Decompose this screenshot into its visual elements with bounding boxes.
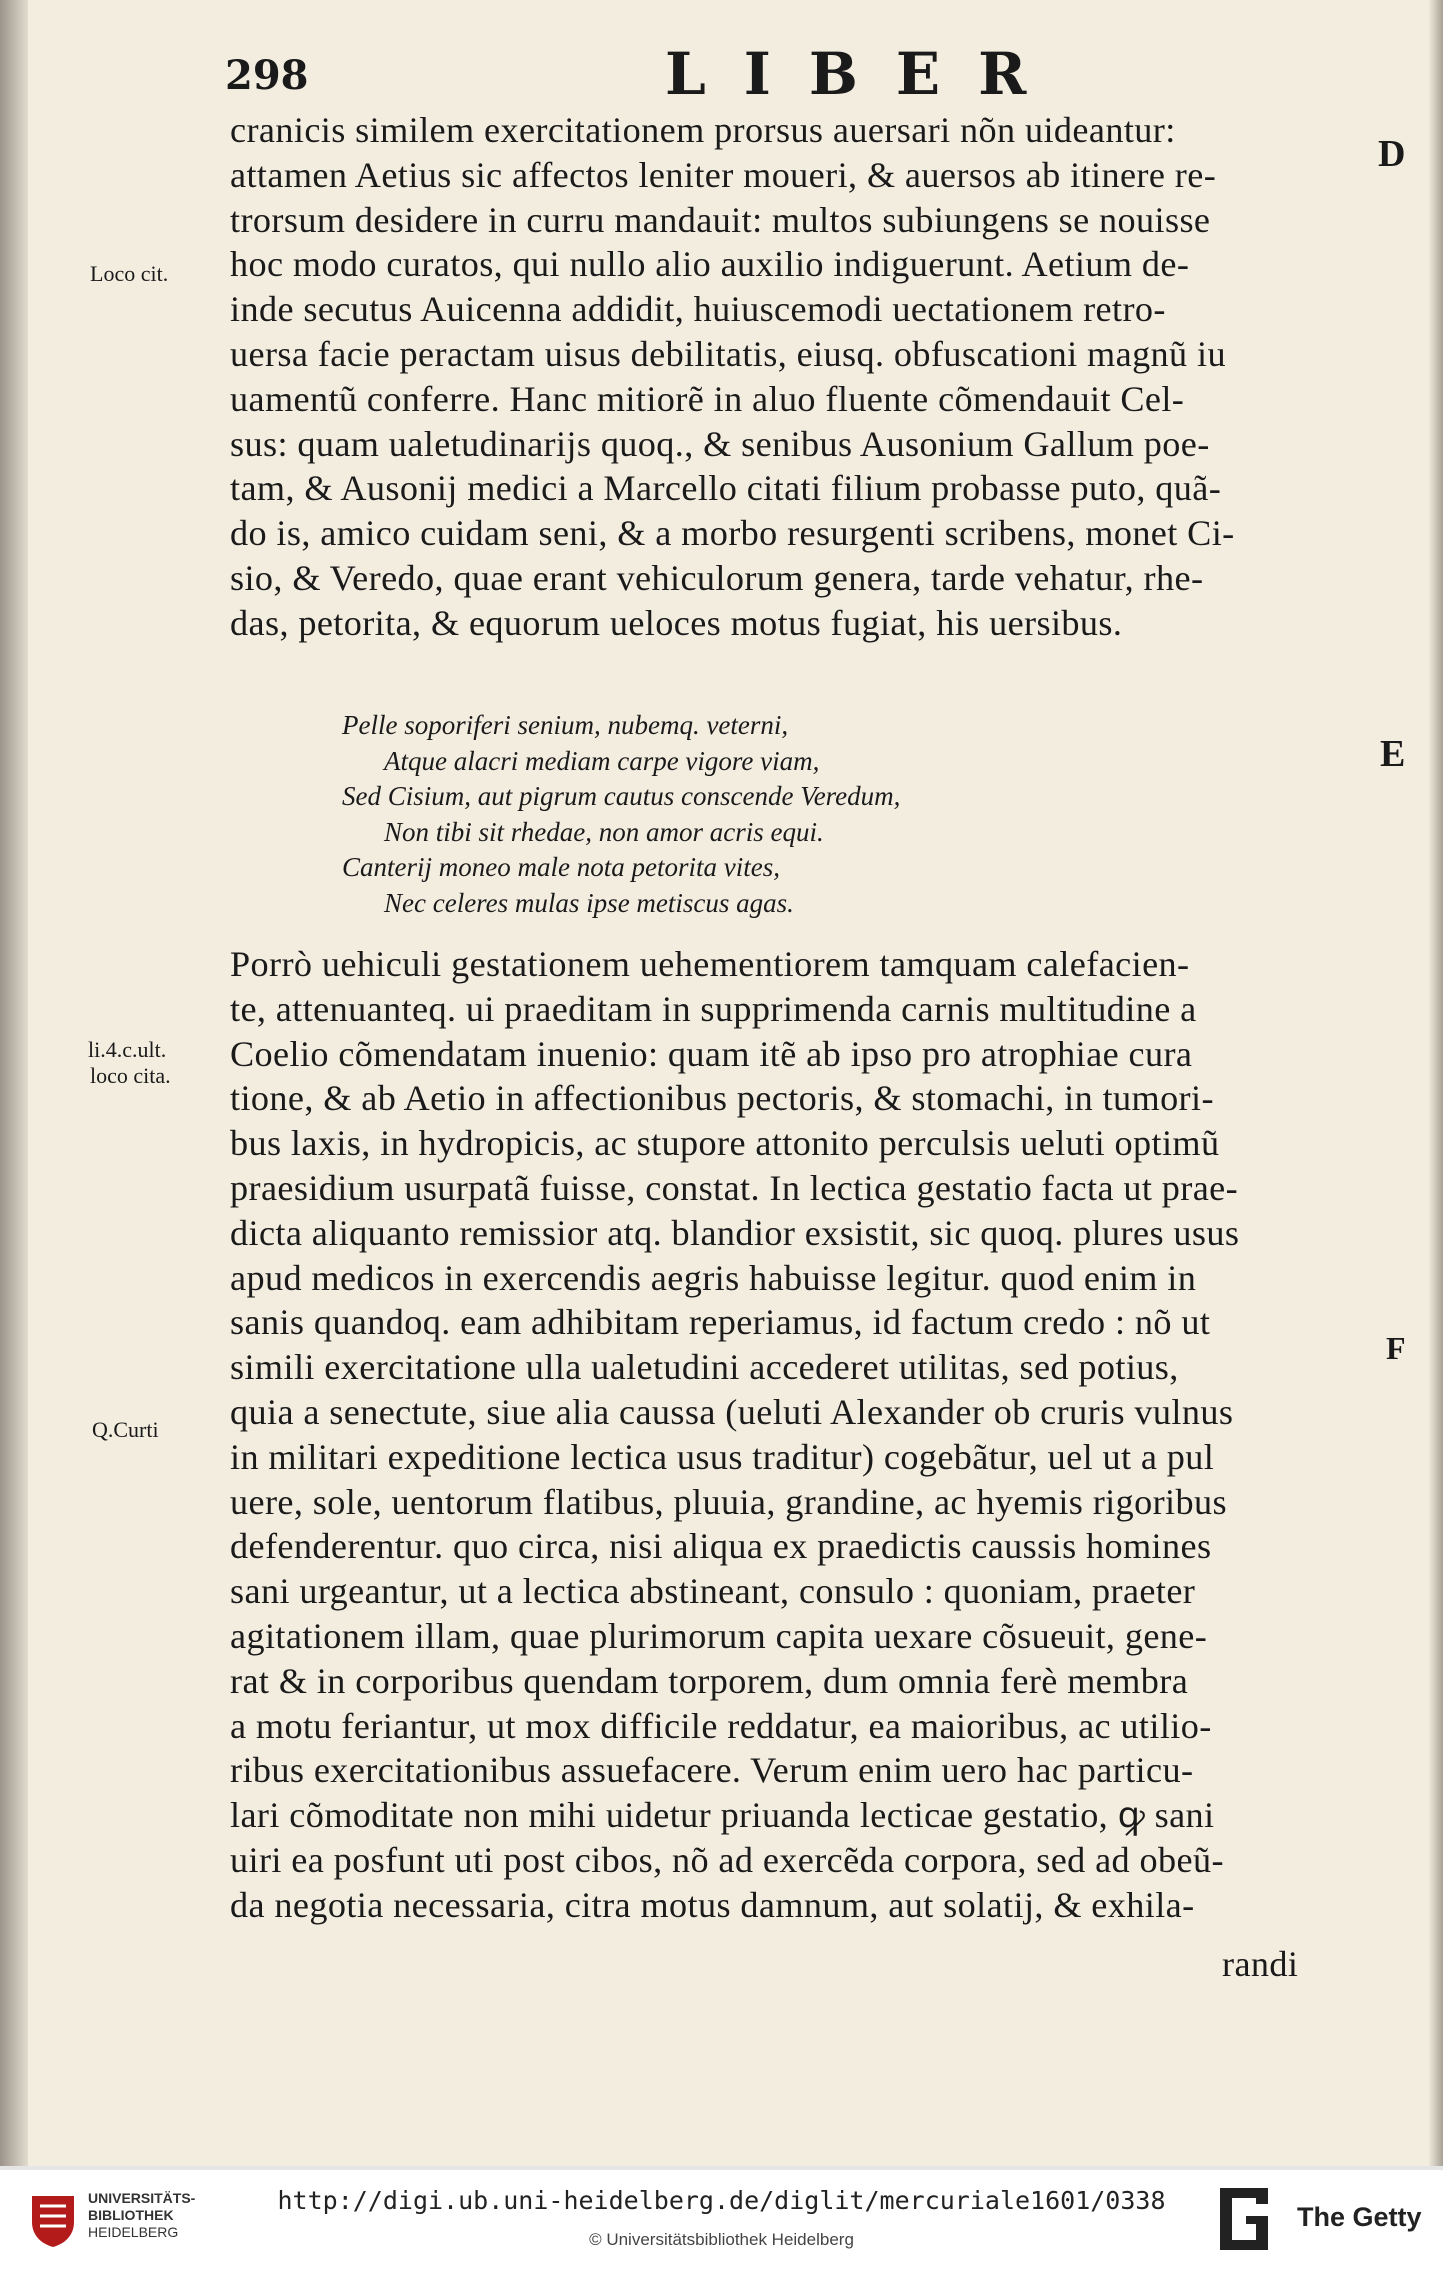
margin-note-q-curti: Q.Curti xyxy=(92,1417,159,1442)
text-line: sanis quandoq. eam adhibitam reperiamus, id factum credo : nõ ut xyxy=(230,1302,1211,1343)
verse-line: Atque alacri mediam carpe vigore viam, xyxy=(384,745,820,776)
text-line: defenderentur. quo circa, nisi aliqua ex praedictis caussis homines xyxy=(230,1526,1212,1567)
text-line: ribus exercitationibus assuefacere. Verum enim uero hac particu- xyxy=(230,1750,1194,1791)
text-line: do is, amico cuidam seni, & a morbo resurgenti scribens, monet Ci- xyxy=(230,513,1235,554)
verse-line: Non tibi sit rhedae, non amor acris equi. xyxy=(384,816,824,847)
text-line: da negotia necessaria, citra motus damnum, aut solatij, & exhila- xyxy=(230,1884,1195,1925)
university-library-name: UNIVERSITÄTS- BIBLIOTHEK HEIDELBERG xyxy=(88,2190,196,2240)
running-head: LIBER xyxy=(665,40,1065,108)
body-text-block-1 xyxy=(230,108,1380,646)
text-line: uiri ea posfunt uti post cibos, nõ ad exercẽda corpora, sed ad obeũ- xyxy=(230,1839,1224,1880)
text-line: sani urgeantur, ut a lectica abstineant, consulo : quoniam, praeter xyxy=(230,1571,1196,1612)
margin-note-loco-cit: Loco cit. xyxy=(90,261,169,286)
verse-quotation xyxy=(342,708,900,922)
text-line: bus laxis, in hydropicis, ac stupore attonito perculsis ueluti optimũ xyxy=(230,1123,1220,1164)
text-line: agitationem illam, quae plurimorum capita uexare cõsueuit, gene- xyxy=(230,1615,1208,1656)
verse-line: Pelle soporiferi senium, nubemq. veterni, xyxy=(342,710,789,740)
text-line: lari cõmoditate non mihi uidetur priuanda lecticae gestatio, ꝙ sani xyxy=(230,1795,1215,1836)
catchword: randi xyxy=(1222,1944,1299,1984)
section-letter-f: F xyxy=(1386,1330,1406,1366)
text-line: te, attenuanteq. ui praeditam in supprimenda carnis multitudine a xyxy=(230,988,1197,1029)
text-line: cranicis similem exercitationem prorsus auersari nõn uideantur: xyxy=(230,110,1176,150)
section-letter-e: E xyxy=(1380,733,1406,775)
margin-note-li-4: li.4.c.ult. xyxy=(88,1037,167,1062)
digitization-footer xyxy=(0,2166,1443,2269)
page-number: 298 xyxy=(225,52,309,99)
text-line: das, petorita, & equorum ueloces motus fugiat, his uersibus. xyxy=(230,602,1123,643)
text-line: praesidium usurpatã fuisse, constat. In lectica gestatio facta ut prae- xyxy=(230,1167,1239,1208)
text-line: hoc modo curatos, qui nullo alio auxilio indiguerunt. Aetium de- xyxy=(230,244,1190,285)
text-line: a motu feriantur, ut mox difficile reddatur, ea maioribus, ac utilio- xyxy=(230,1705,1212,1746)
text-line: sio, & Veredo, quae erant vehiculorum genera, tarde vehatur, rhe- xyxy=(230,557,1204,598)
copyright-notice: © Universitätsbibliothek Heidelberg xyxy=(589,2230,854,2249)
footer-divider xyxy=(0,2166,1443,2170)
text-line: rat & in corporibus quendam torporem, dum omnia ferè membra xyxy=(230,1660,1189,1701)
getty-logo-icon xyxy=(1216,2184,1272,2254)
text-line: in militari expeditione lectica usus traditur) cogebãtur, uel ut a pul xyxy=(230,1436,1215,1477)
body-text-block-2 xyxy=(230,942,1380,1928)
verse-line: Canterij moneo male nota petorita vites, xyxy=(342,852,780,883)
margin-note-loco-cita: loco cita. xyxy=(90,1063,171,1088)
text-line: sus: quam ualetudinarijs quoq., & senibus Ausonium Gallum poe- xyxy=(230,423,1210,464)
verse-line: Nec celeres mulas ipse metiscus agas. xyxy=(384,887,794,918)
verse-line: Sed Cisium, aut pigrum cautus conscende Veredum, xyxy=(342,781,901,812)
text-line: uersa facie peractam uisus debilitatis, eiusq. obfuscationi magnũ iu xyxy=(230,333,1226,374)
permalink-url[interactable]: http://digi.ub.uni-heidelberg.de/diglit/mercuriale1601/0338 xyxy=(277,2186,1166,2215)
text-line: simili exercitatione ulla ualetudini accederet utilitas, sed potius, xyxy=(230,1347,1179,1388)
text-line: dicta aliquanto remissior atq. blandior exsistit, sic quoq. plures usus xyxy=(230,1212,1240,1253)
text-line: Coelio cõmendatam inuenio: quam itẽ ab ipso pro atrophiae cura xyxy=(230,1033,1193,1074)
text-line: inde secutus Auicenna addidit, huiuscemodi uectationem retro- xyxy=(230,289,1166,330)
text-line: tione, & ab Aetio in affectionibus pectoris, & stomachi, in tumori- xyxy=(230,1078,1214,1119)
getty-name: The Getty xyxy=(1297,2202,1422,2232)
text-line: uere, sole, uentorum flatibus, pluuia, grandine, ac hyemis rigoribus xyxy=(230,1481,1227,1522)
text-line: attamen Aetius sic affectos leniter moueri, & auersos ab itinere re- xyxy=(230,154,1217,195)
text-line: uamentũ conferre. Hanc mitiorẽ in aluo fluente cõmendauit Cel- xyxy=(230,378,1185,419)
text-line: trorsum desidere in curru mandauit: multos subiungens se nouisse xyxy=(230,199,1211,240)
text-line: apud medicos in exercendis aegris habuisse legitur. quod enim in xyxy=(230,1257,1197,1298)
text-line: Porrò uehiculi gestationem uehementiorem tamquam calefacien- xyxy=(230,944,1190,984)
section-letter-d: D xyxy=(1378,133,1406,175)
text-line: quia a senectute, siue alia caussa (ueluti Alexander ob cruris vulnus xyxy=(230,1391,1234,1432)
text-line: tam, & Ausonij medici a Marcello citati filium probasse puto, quã- xyxy=(230,468,1222,509)
